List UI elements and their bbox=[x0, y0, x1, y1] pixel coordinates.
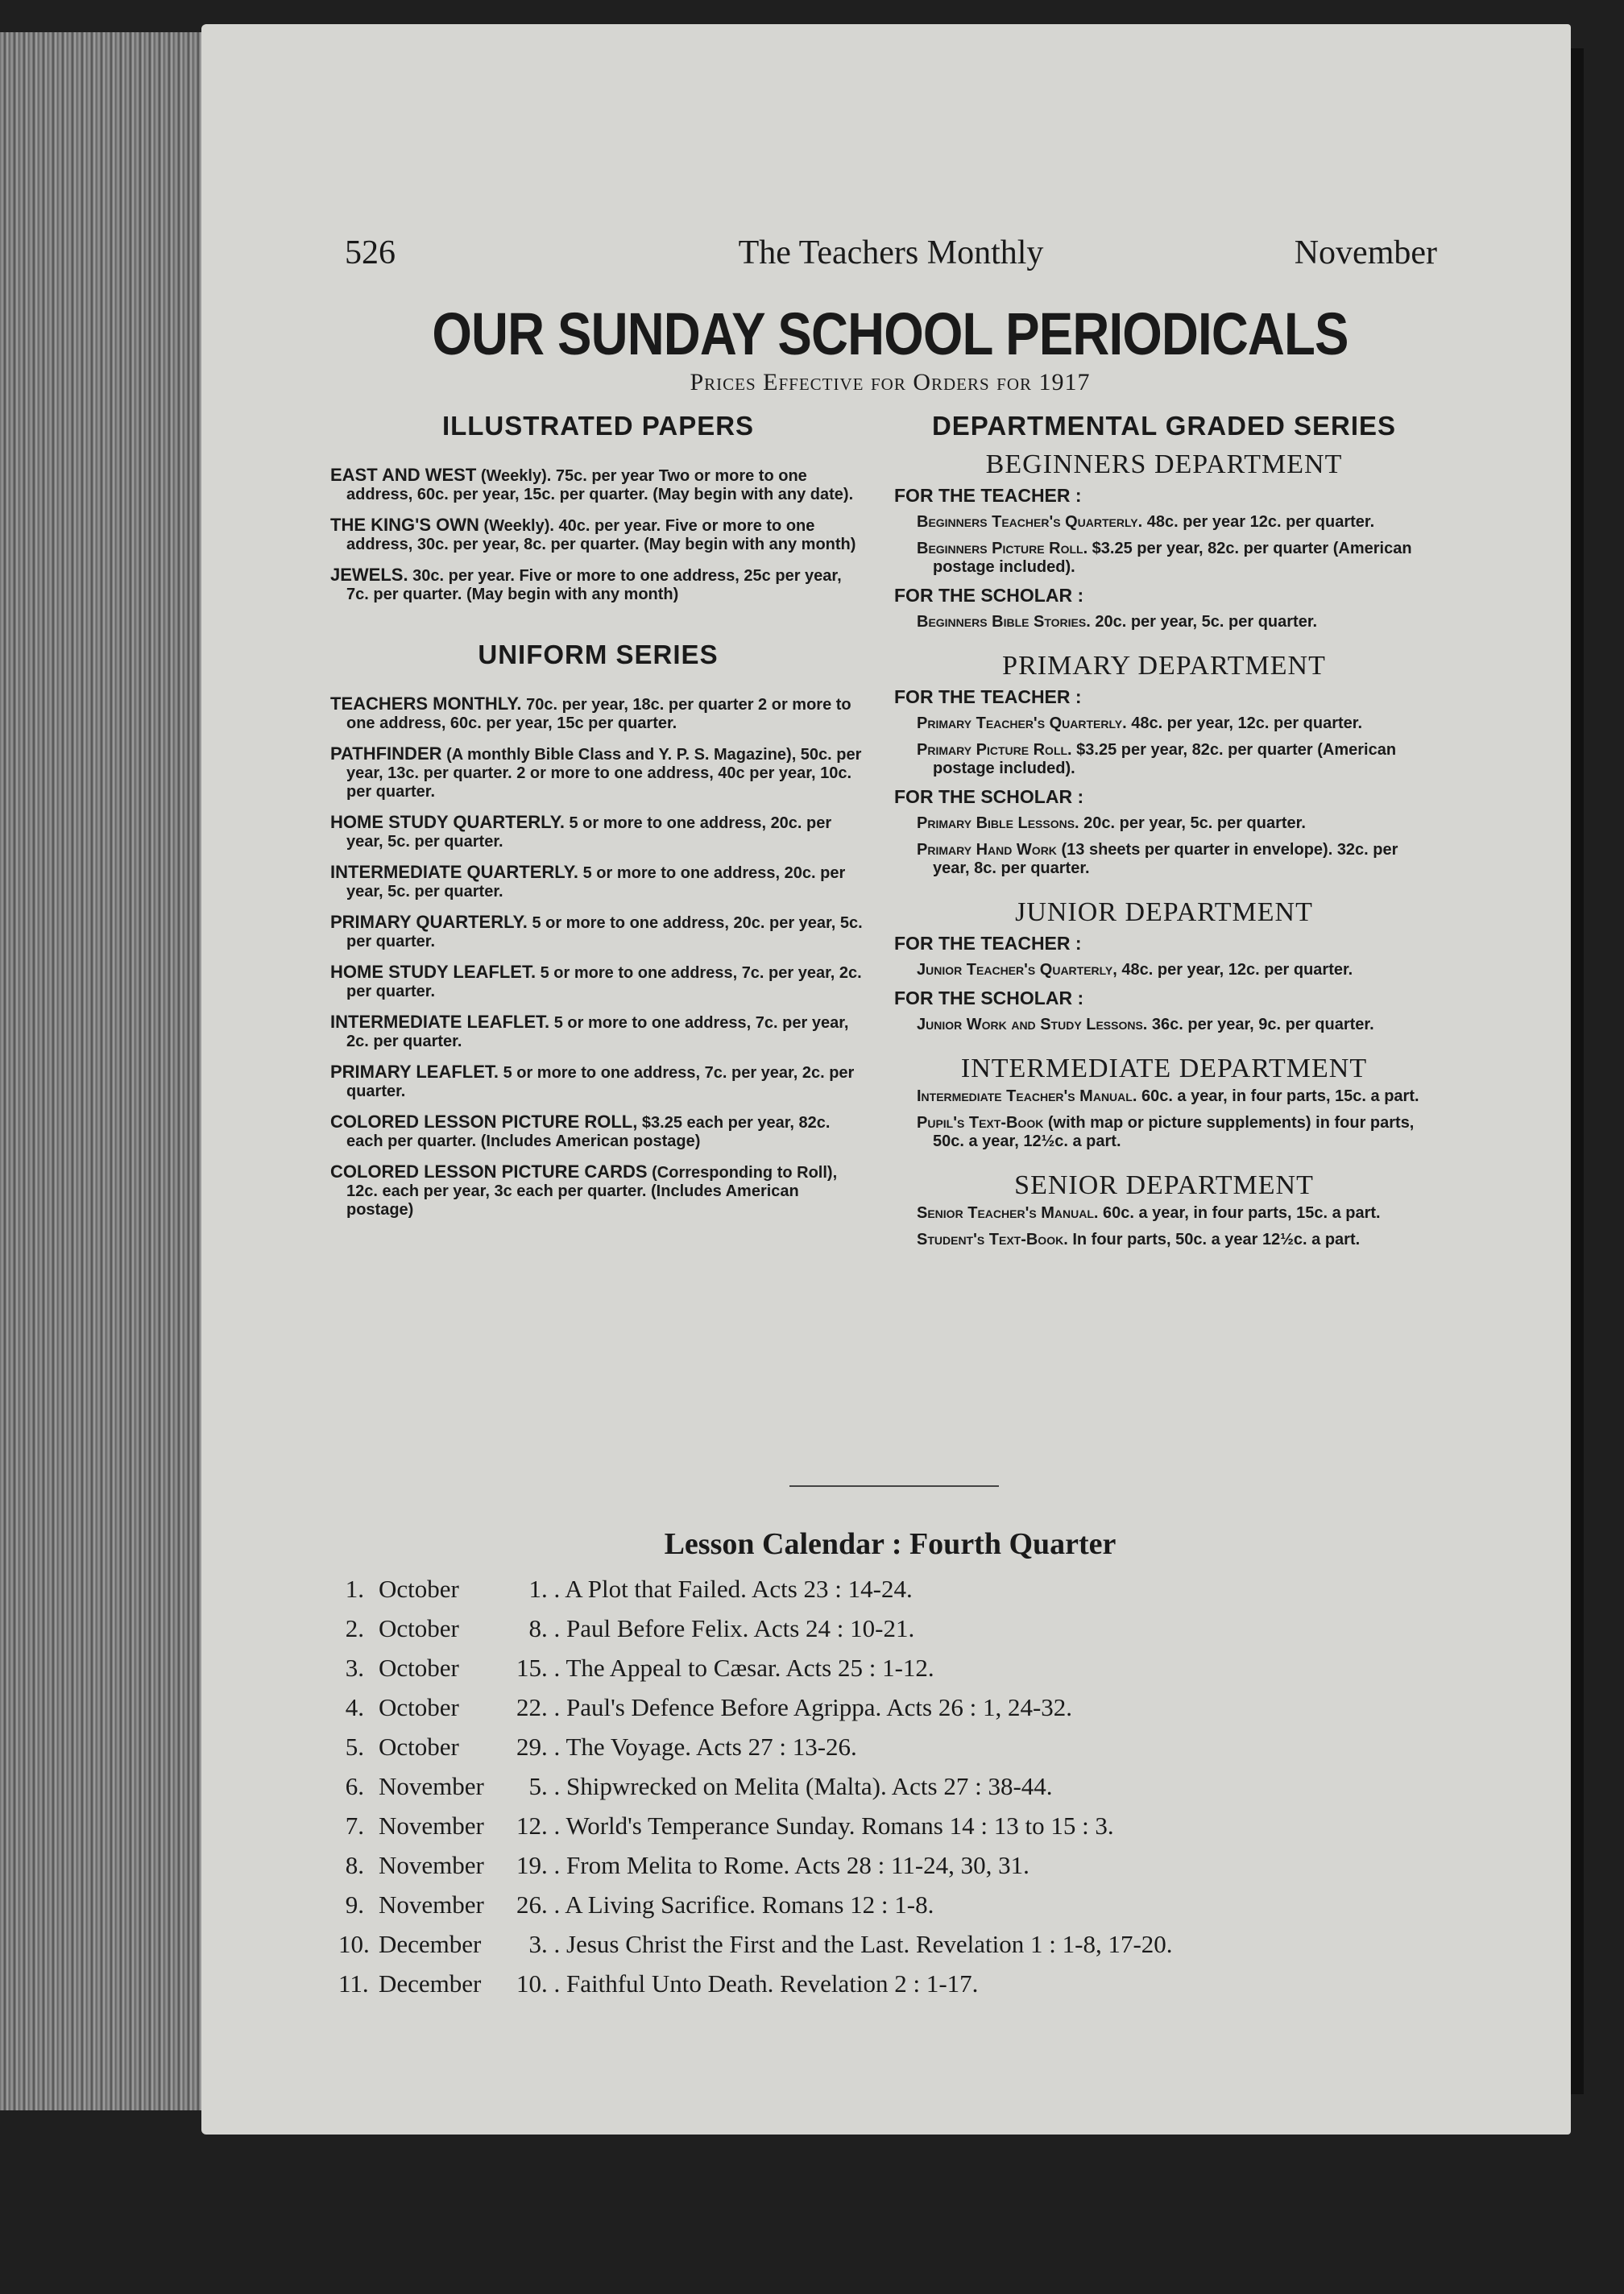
periodical-name: Primary Picture Roll. bbox=[917, 741, 1072, 759]
lesson-day: 22 bbox=[516, 1693, 541, 1721]
periodical-price: 36c. per year, 9c. per quarter. bbox=[1147, 1016, 1374, 1033]
running-header bbox=[345, 234, 1437, 282]
uniform-series-list bbox=[330, 694, 866, 1219]
periodical-entry bbox=[330, 516, 866, 554]
periodical-price: 5 or more to one address, 20c. per year, 5c. per quarter. bbox=[346, 814, 832, 851]
periodical-entry bbox=[917, 961, 1434, 979]
periodical-entry bbox=[330, 744, 866, 801]
lesson-month: November bbox=[379, 1851, 484, 1879]
lesson-title: . . World's Temperance Sunday. Romans 14 : 13 to 15 : 3. bbox=[541, 1812, 1114, 1840]
periodical-name: PATHFINDER bbox=[330, 743, 442, 764]
left-column bbox=[330, 411, 866, 1231]
periodical-price: 70c. per year, 18c. per quarter 2 or more to one address, 60c. per year, 15c per quarter. bbox=[346, 696, 851, 732]
lesson-number: 11. bbox=[338, 1969, 369, 1998]
lesson-number: 3. bbox=[345, 1654, 364, 1682]
lesson-day: 10 bbox=[516, 1969, 541, 1998]
lesson-number: 8. bbox=[345, 1851, 364, 1879]
periodical-price: 5 or more to one address, 20c. per year, 5c. per quarter. bbox=[346, 864, 846, 901]
periodical-name: Primary Teacher's Quarterly. bbox=[917, 714, 1127, 732]
periodical-price: (with map or picture supplements) in four parts, 50c. a year, 12½c. a part. bbox=[933, 1114, 1415, 1150]
periodical-name: Student's Text-Book. bbox=[917, 1231, 1068, 1248]
periodical-name: THE KING'S OWN bbox=[330, 515, 479, 535]
lesson-number: 5. bbox=[345, 1733, 364, 1761]
right-column bbox=[894, 411, 1434, 1269]
periodical-name: Intermediate Teacher's Manual. bbox=[917, 1087, 1137, 1105]
lesson-day: 8 bbox=[528, 1614, 541, 1642]
periodical-price: $3.25 each per year, 82c. each per quarter. (Includes American postage) bbox=[346, 1114, 831, 1150]
periodical-price: (Weekly). 40c. per year. Five or more to one address, 30c. per year, 8c. per quarter. (May begin with any month) bbox=[346, 517, 856, 553]
lesson-calendar bbox=[338, 1569, 1386, 2003]
periodical-name: COLORED LESSON PICTURE CARDS bbox=[330, 1161, 648, 1182]
lesson-month: October bbox=[379, 1614, 459, 1642]
periodical-price: 48c. per year, 12c. per quarter. bbox=[1116, 961, 1353, 979]
calendar-row bbox=[338, 1609, 1386, 1648]
calendar-title: Lesson Calendar : Fourth Quarter bbox=[664, 1527, 1116, 1561]
department-heading: INTERMEDIATE DEPARTMENT bbox=[960, 1054, 1368, 1083]
lesson-number: 4. bbox=[345, 1693, 364, 1721]
lesson-title: . . The Appeal to Cæsar. Acts 25 : 1-12. bbox=[541, 1654, 934, 1682]
lesson-day: 1 bbox=[528, 1575, 541, 1603]
page-subtitle: Prices Effective for Orders for 1917 bbox=[690, 369, 1091, 395]
issue-month: November bbox=[1294, 234, 1437, 271]
periodical-price: In four parts, 50c. a year 12½c. a part. bbox=[1067, 1231, 1361, 1248]
lesson-title: . . A Living Sacrifice. Romans 12 : 1-8. bbox=[541, 1890, 934, 1919]
periodical-entry bbox=[917, 1087, 1434, 1106]
calendar-row bbox=[338, 1845, 1386, 1885]
periodical-name: Beginners Bible Stories. bbox=[917, 613, 1091, 631]
periodical-entry bbox=[917, 540, 1434, 577]
lesson-day: 29 bbox=[516, 1733, 541, 1761]
lesson-title: . . Shipwrecked on Melita (Malta). Acts 27 : 38-44. bbox=[541, 1772, 1053, 1800]
lesson-number: 9. bbox=[345, 1890, 364, 1919]
uniform-series-heading: UNIFORM SERIES bbox=[478, 640, 719, 669]
lesson-number: 10. bbox=[338, 1930, 370, 1958]
periodical-name: Beginners Teacher's Quarterly. bbox=[917, 513, 1143, 531]
periodical-price: 5 or more to one address, 7c. per year, 2c. per quarter. bbox=[346, 964, 862, 1000]
lesson-day: 15 bbox=[516, 1654, 541, 1682]
page-number: 526 bbox=[345, 234, 396, 271]
periodical-name: EAST AND WEST bbox=[330, 465, 477, 485]
periodical-entry bbox=[917, 841, 1434, 878]
illustrated-papers-list bbox=[330, 466, 866, 604]
lesson-month: October bbox=[379, 1693, 459, 1721]
department-heading: JUNIOR DEPARTMENT bbox=[1015, 897, 1313, 927]
illustrated-papers-heading: ILLUSTRATED PAPERS bbox=[441, 411, 755, 441]
periodical-entry bbox=[330, 1062, 866, 1101]
periodical-name: HOME STUDY QUARTERLY. bbox=[330, 812, 565, 832]
calendar-row bbox=[338, 1648, 1386, 1687]
periodical-price: (A monthly Bible Class and Y. P. S. Magazine), 50c. per year, 13c. per quarter. 2 or more to one address, 40c per year, 10c. per quarter. bbox=[346, 746, 862, 801]
periodical-name: Junior Teacher's Quarterly, bbox=[917, 961, 1117, 979]
periodical-entry bbox=[330, 466, 866, 504]
periodical-price: $3.25 per year, 82c. per quarter (American postage included). bbox=[933, 540, 1412, 576]
periodical-price: 5 or more to one address, 7c. per year, 2c. per quarter. bbox=[346, 1064, 855, 1100]
periodical-name: Beginners Picture Roll. bbox=[917, 540, 1088, 557]
periodical-price: 20c. per year, 5c. per quarter. bbox=[1079, 814, 1306, 832]
periodical-price: 20c. per year, 5c. per quarter. bbox=[1090, 613, 1318, 631]
periodical-price: $3.25 per year, 82c. per quarter (American postage included). bbox=[933, 741, 1397, 777]
periodical-entry bbox=[330, 565, 866, 604]
lesson-month: November bbox=[379, 1812, 484, 1840]
periodical-name: INTERMEDIATE QUARTERLY. bbox=[330, 862, 579, 882]
lesson-number: 2. bbox=[345, 1614, 364, 1642]
lesson-month: October bbox=[379, 1733, 459, 1761]
periodical-entry bbox=[330, 963, 866, 1001]
lesson-month: November bbox=[379, 1772, 484, 1800]
audience-label: FOR THE SCHOLAR : bbox=[894, 585, 1084, 606]
periodical-price: 48c. per year 12c. per quarter. bbox=[1142, 513, 1375, 531]
periodical-price: (Weekly). 75c. per year Two or more to one address, 60c. per year, 15c. per quarter. (May begin with any date). bbox=[346, 467, 854, 503]
lesson-title: . . Paul's Defence Before Agrippa. Acts 26 : 1, 24-32. bbox=[541, 1693, 1073, 1721]
lesson-month: December bbox=[379, 1969, 482, 1998]
lesson-title: . . The Voyage. Acts 27 : 13-26. bbox=[541, 1733, 857, 1761]
section-divider bbox=[789, 1485, 999, 1487]
lesson-day: 3 bbox=[528, 1930, 541, 1958]
periodical-name: PRIMARY QUARTERLY. bbox=[330, 912, 528, 932]
lesson-day: 12 bbox=[516, 1812, 541, 1840]
calendar-row bbox=[338, 1766, 1386, 1806]
calendar-row bbox=[338, 1806, 1386, 1845]
lesson-title: . . A Plot that Failed. Acts 23 : 14-24. bbox=[541, 1575, 913, 1603]
periodical-name: PRIMARY LEAFLET. bbox=[330, 1062, 499, 1082]
periodical-entry bbox=[330, 694, 866, 733]
lesson-title: . . Jesus Christ the First and the Last. Revelation 1 : 1-8, 17-20. bbox=[541, 1930, 1173, 1958]
periodical-entry bbox=[330, 863, 866, 901]
lesson-number: 7. bbox=[345, 1812, 364, 1840]
audience-label: FOR THE SCHOLAR : bbox=[894, 786, 1084, 807]
calendar-row bbox=[338, 1964, 1386, 2003]
periodical-price: 30c. per year. Five or more to one address, 25c per year, 7c. per quarter. (May begin with any month) bbox=[346, 567, 842, 603]
department-heading: BEGINNERS DEPARTMENT bbox=[985, 449, 1343, 479]
periodical-name: Primary Hand Work bbox=[917, 841, 1057, 859]
periodical-price: 60c. a year, in four parts, 15c. a part. bbox=[1098, 1204, 1381, 1222]
lesson-number: 6. bbox=[345, 1772, 364, 1800]
graded-series-list bbox=[894, 449, 1434, 1269]
periodical-name: COLORED LESSON PICTURE ROLL, bbox=[330, 1112, 638, 1132]
calendar-row bbox=[338, 1885, 1386, 1924]
page-title: OUR SUNDAY SCHOOL PERIODICALS bbox=[432, 300, 1348, 367]
graded-series-heading: DEPARTMENTAL GRADED SERIES bbox=[931, 411, 1397, 441]
lesson-month: November bbox=[379, 1890, 484, 1919]
periodical-name: JEWELS. bbox=[330, 565, 408, 585]
calendar-row bbox=[338, 1727, 1386, 1766]
calendar-row bbox=[338, 1687, 1386, 1727]
lesson-day: 26 bbox=[516, 1890, 541, 1919]
department-heading: PRIMARY DEPARTMENT bbox=[1002, 651, 1326, 681]
periodical-price: 60c. a year, in four parts, 15c. a part. bbox=[1137, 1087, 1419, 1105]
periodical-price: (Corresponding to Roll), 12c. each per year, 3c each per quarter. (Includes American postage) bbox=[346, 1164, 838, 1219]
periodical-entry bbox=[917, 613, 1434, 631]
periodical-name: HOME STUDY LEAFLET. bbox=[330, 962, 536, 982]
lesson-title: . . Paul Before Felix. Acts 24 : 10-21. bbox=[541, 1614, 915, 1642]
periodical-name: Junior Work and Study Lessons. bbox=[917, 1016, 1148, 1033]
lesson-month: December bbox=[379, 1930, 482, 1958]
periodical-price: 5 or more to one address, 20c. per year, 5c. per quarter. bbox=[346, 914, 863, 950]
book-page-edges bbox=[0, 32, 218, 2110]
periodical-entry bbox=[917, 1204, 1434, 1223]
running-title: The Teachers Monthly bbox=[738, 234, 1044, 271]
calendar-row bbox=[338, 1924, 1386, 1964]
periodical-price: 5 or more to one address, 7c. per year, 2c. per quarter. bbox=[346, 1014, 849, 1050]
periodical-price: 48c. per year, 12c. per quarter. bbox=[1126, 714, 1363, 732]
audience-label: FOR THE TEACHER : bbox=[894, 485, 1082, 506]
lesson-number: 1. bbox=[345, 1575, 364, 1603]
periodical-entry bbox=[330, 1112, 866, 1151]
lesson-day: 5 bbox=[528, 1772, 541, 1800]
lesson-title: . . Faithful Unto Death. Revelation 2 : 1-17. bbox=[541, 1969, 979, 1998]
lesson-title: . . From Melita to Rome. Acts 28 : 11-24, 30, 31. bbox=[541, 1851, 1030, 1879]
periodical-entry bbox=[917, 814, 1434, 833]
periodical-name: Primary Bible Lessons. bbox=[917, 814, 1079, 832]
periodical-name: Senior Teacher's Manual. bbox=[917, 1204, 1099, 1222]
periodical-entry bbox=[917, 741, 1434, 778]
periodical-price: (13 sheets per quarter in envelope). 32c. per year, 8c. per quarter. bbox=[933, 841, 1398, 877]
audience-label: FOR THE TEACHER : bbox=[894, 686, 1082, 707]
audience-label: FOR THE SCHOLAR : bbox=[894, 988, 1084, 1008]
periodical-entry bbox=[330, 1012, 866, 1051]
periodical-entry bbox=[330, 1162, 866, 1219]
lesson-month: October bbox=[379, 1575, 459, 1603]
book-spine-shadow bbox=[1571, 48, 1584, 2094]
periodical-entry bbox=[917, 714, 1434, 733]
periodical-name: INTERMEDIATE LEAFLET. bbox=[330, 1012, 550, 1032]
audience-label: FOR THE TEACHER : bbox=[894, 933, 1082, 954]
periodical-entry bbox=[330, 813, 866, 851]
periodical-entry bbox=[330, 913, 866, 951]
periodical-entry bbox=[917, 1114, 1434, 1151]
department-heading: SENIOR DEPARTMENT bbox=[1014, 1170, 1314, 1200]
periodical-entry bbox=[917, 513, 1434, 532]
lesson-month: October bbox=[379, 1654, 459, 1682]
periodical-entry bbox=[917, 1231, 1434, 1249]
calendar-row bbox=[338, 1569, 1386, 1609]
periodical-entry bbox=[917, 1016, 1434, 1034]
periodical-name: TEACHERS MONTHLY. bbox=[330, 694, 522, 714]
lesson-day: 19 bbox=[516, 1851, 541, 1879]
periodical-name: Pupil's Text-Book bbox=[917, 1114, 1044, 1132]
